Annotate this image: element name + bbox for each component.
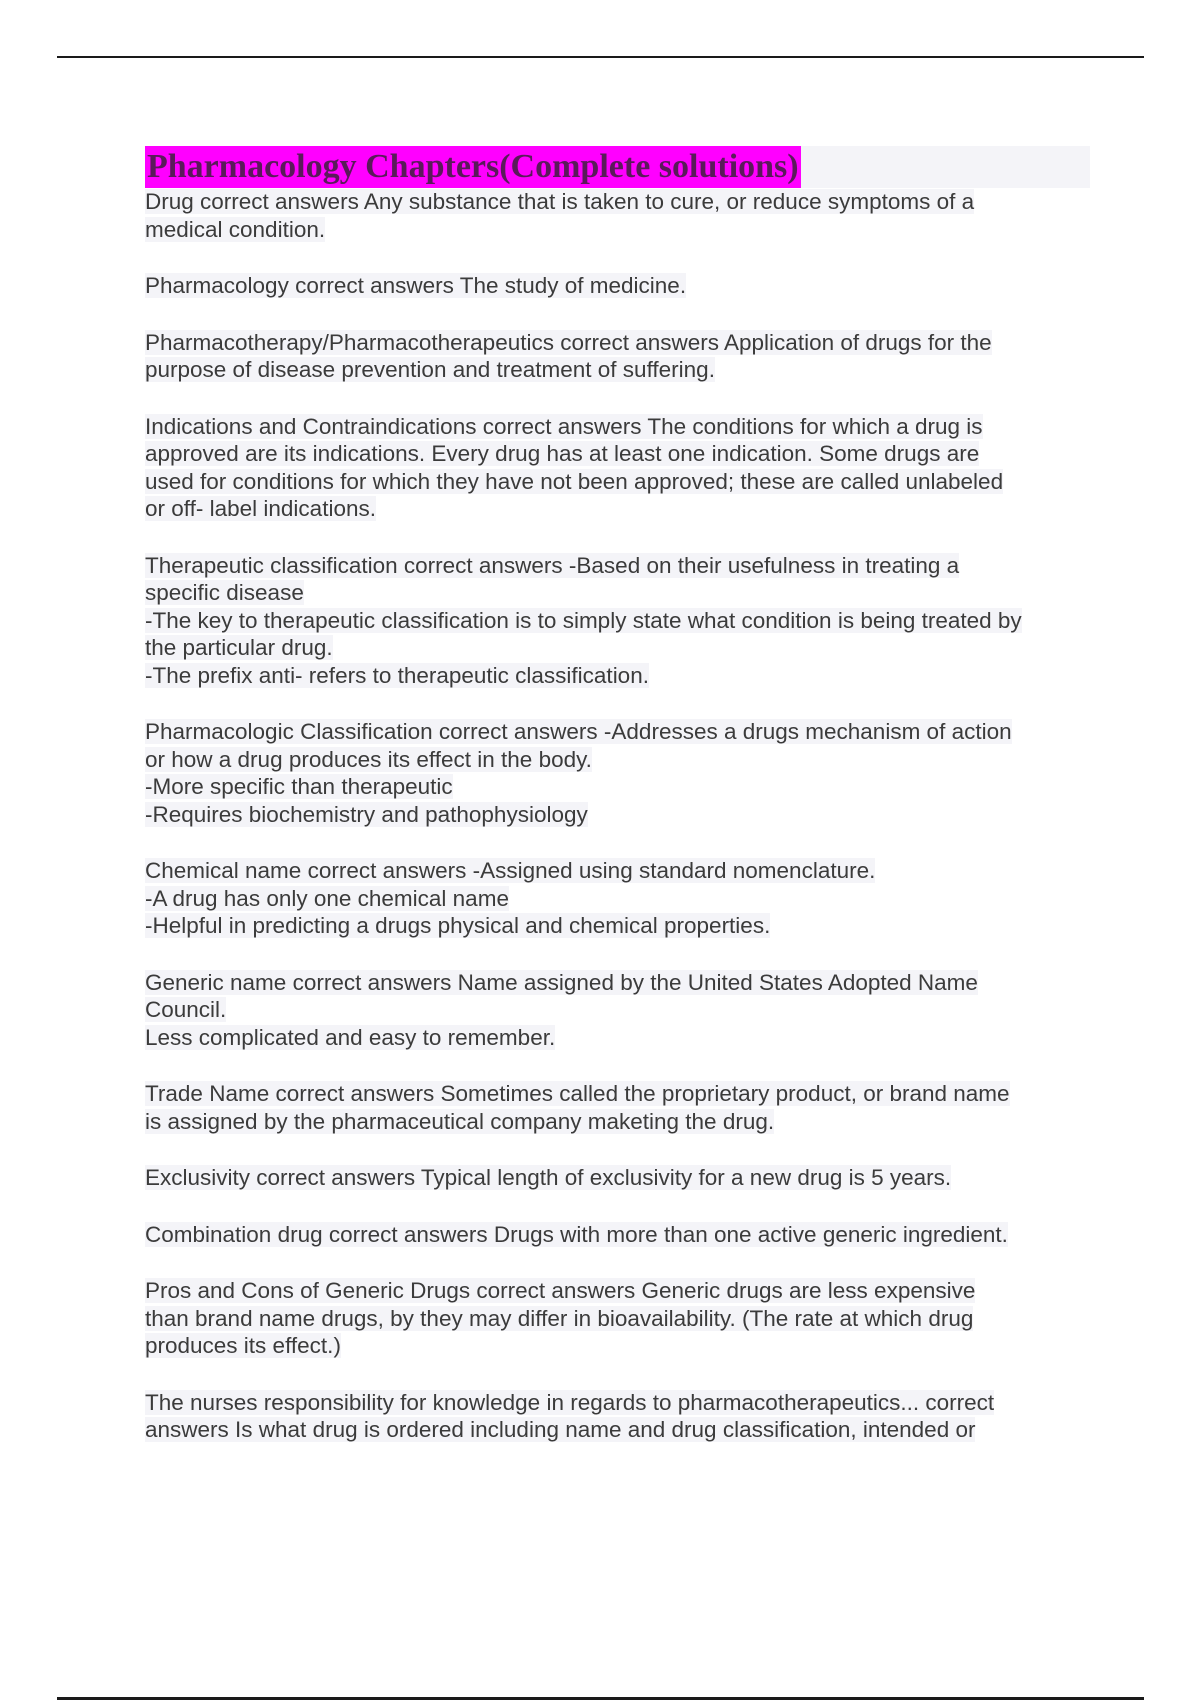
entry-line-text: Trade Name correct answers Sometimes called the proprietary product, or brand name <box>145 1081 1010 1106</box>
entry-line <box>145 188 1090 216</box>
entry-line-text: -Requires biochemistry and pathophysiology <box>145 801 588 827</box>
entry-line-text: Pharmacologic Classification correct answers -Addresses a drugs mechanism of action <box>145 719 1012 744</box>
document-body <box>145 146 1090 1473</box>
entry-line <box>145 495 1090 523</box>
entry-line <box>145 969 1090 997</box>
entry-line <box>145 272 1090 300</box>
definition-entry <box>145 857 1090 940</box>
entry-line-text: answers Is what drug is ordered including name and drug classification, intended or <box>145 1417 976 1442</box>
entry-list <box>145 188 1090 1444</box>
entry-line <box>145 746 1090 774</box>
entry-line-text: approved are its indications. Every drug has at least one indication. Some drugs are <box>145 441 980 466</box>
entry-line <box>145 1164 1090 1192</box>
entry-line <box>145 552 1090 580</box>
entry-line <box>145 356 1090 384</box>
entry-line-text: specific disease <box>145 580 304 605</box>
entry-line <box>145 662 1090 690</box>
entry-line-text: the particular drug. <box>145 635 333 660</box>
entry-line <box>145 801 1090 829</box>
entry-line-text: Generic name correct answers Name assigned by the United States Adopted Name <box>145 969 978 995</box>
entry-line-text: produces its effect.) <box>145 1333 341 1358</box>
definition-entry <box>145 718 1090 828</box>
definition-entry <box>145 329 1090 384</box>
entry-line <box>145 773 1090 801</box>
entry-line <box>145 634 1090 662</box>
entry-line <box>145 1221 1090 1249</box>
entry-line-text: Indications and Contraindications correct answers The conditions for which a drug is <box>145 413 983 439</box>
entry-line <box>145 413 1090 441</box>
page-title: Pharmacology Chapters(Complete solutions) <box>145 146 801 188</box>
entry-line-text: Combination drug correct answers Drugs with more than one active generic ingredient. <box>145 1221 1008 1247</box>
definition-entry <box>145 1389 1090 1444</box>
definition-entry <box>145 1277 1090 1360</box>
entry-line <box>145 579 1090 607</box>
entry-line-text: or how a drug produces its effect in the body. <box>145 746 592 772</box>
definition-entry <box>145 272 1090 300</box>
entry-line-text: used for conditions for which they have not been approved; these are called unlabeled <box>145 468 1004 494</box>
definition-entry <box>145 1221 1090 1249</box>
entry-line-text: Council. <box>145 997 227 1022</box>
entry-line <box>145 857 1090 885</box>
entry-line <box>145 912 1090 940</box>
entry-line-text: Chemical name correct answers -Assigned using standard nomenclature. <box>145 858 876 883</box>
definition-entry <box>145 1080 1090 1135</box>
entry-line-text: Pros and Cons of Generic Drugs correct answers Generic drugs are less expensive <box>145 1278 976 1303</box>
entry-line <box>145 1389 1090 1417</box>
entry-line-text: or off- label indications. <box>145 496 376 521</box>
entry-line <box>145 996 1090 1024</box>
entry-line-text: Drug correct answers Any substance that is taken to cure, or reduce symptoms of a <box>145 189 975 214</box>
title-bar <box>145 146 1090 188</box>
entry-line <box>145 1080 1090 1108</box>
definition-entry <box>145 1164 1090 1192</box>
entry-line <box>145 607 1090 635</box>
definition-entry <box>145 969 1090 1052</box>
entry-line <box>145 1277 1090 1305</box>
entry-line <box>145 440 1090 468</box>
top-rule <box>57 56 1144 58</box>
entry-line-text: -A drug has only one chemical name <box>145 885 509 911</box>
entry-line-text: purpose of disease prevention and treatment of suffering. <box>145 357 715 382</box>
entry-line-text: -The prefix anti- refers to therapeutic classification. <box>145 662 649 688</box>
entry-line <box>145 718 1090 746</box>
entry-line <box>145 1416 1090 1444</box>
entry-line-text: than brand name drugs, by they may differ in bioavailability. (The rate at which drug <box>145 1305 974 1331</box>
entry-line-text: Therapeutic classification correct answers -Based on their usefulness in treating a <box>145 552 960 578</box>
entry-line <box>145 329 1090 357</box>
entry-line <box>145 1024 1090 1052</box>
entry-line <box>145 1305 1090 1333</box>
definition-entry <box>145 552 1090 690</box>
entry-line <box>145 216 1090 244</box>
entry-line-text: Exclusivity correct answers Typical length of exclusivity for a new drug is 5 years. <box>145 1165 952 1190</box>
entry-line-text: Pharmacology correct answers The study of medicine. <box>145 273 687 298</box>
definition-entry <box>145 413 1090 523</box>
entry-line-text: is assigned by the pharmaceutical company maketing the drug. <box>145 1108 775 1134</box>
entry-line <box>145 1108 1090 1136</box>
entry-line <box>145 468 1090 496</box>
definition-entry <box>145 188 1090 243</box>
entry-line-text: -More specific than therapeutic <box>145 774 453 799</box>
entry-line-text: medical condition. <box>145 216 326 242</box>
entry-line-text: -Helpful in predicting a drugs physical and chemical properties. <box>145 913 771 938</box>
entry-line-text: The nurses responsibility for knowledge in regards to pharmacotherapeutics... correct <box>145 1389 995 1415</box>
entry-line-text: -The key to therapeutic classification is to simply state what condition is being treated by <box>145 607 1022 633</box>
entry-line <box>145 885 1090 913</box>
entry-line <box>145 1332 1090 1360</box>
entry-line-text: Less complicated and easy to remember. <box>145 1024 556 1050</box>
entry-line-text: Pharmacotherapy/Pharmacotherapeutics correct answers Application of drugs for the <box>145 329 992 355</box>
